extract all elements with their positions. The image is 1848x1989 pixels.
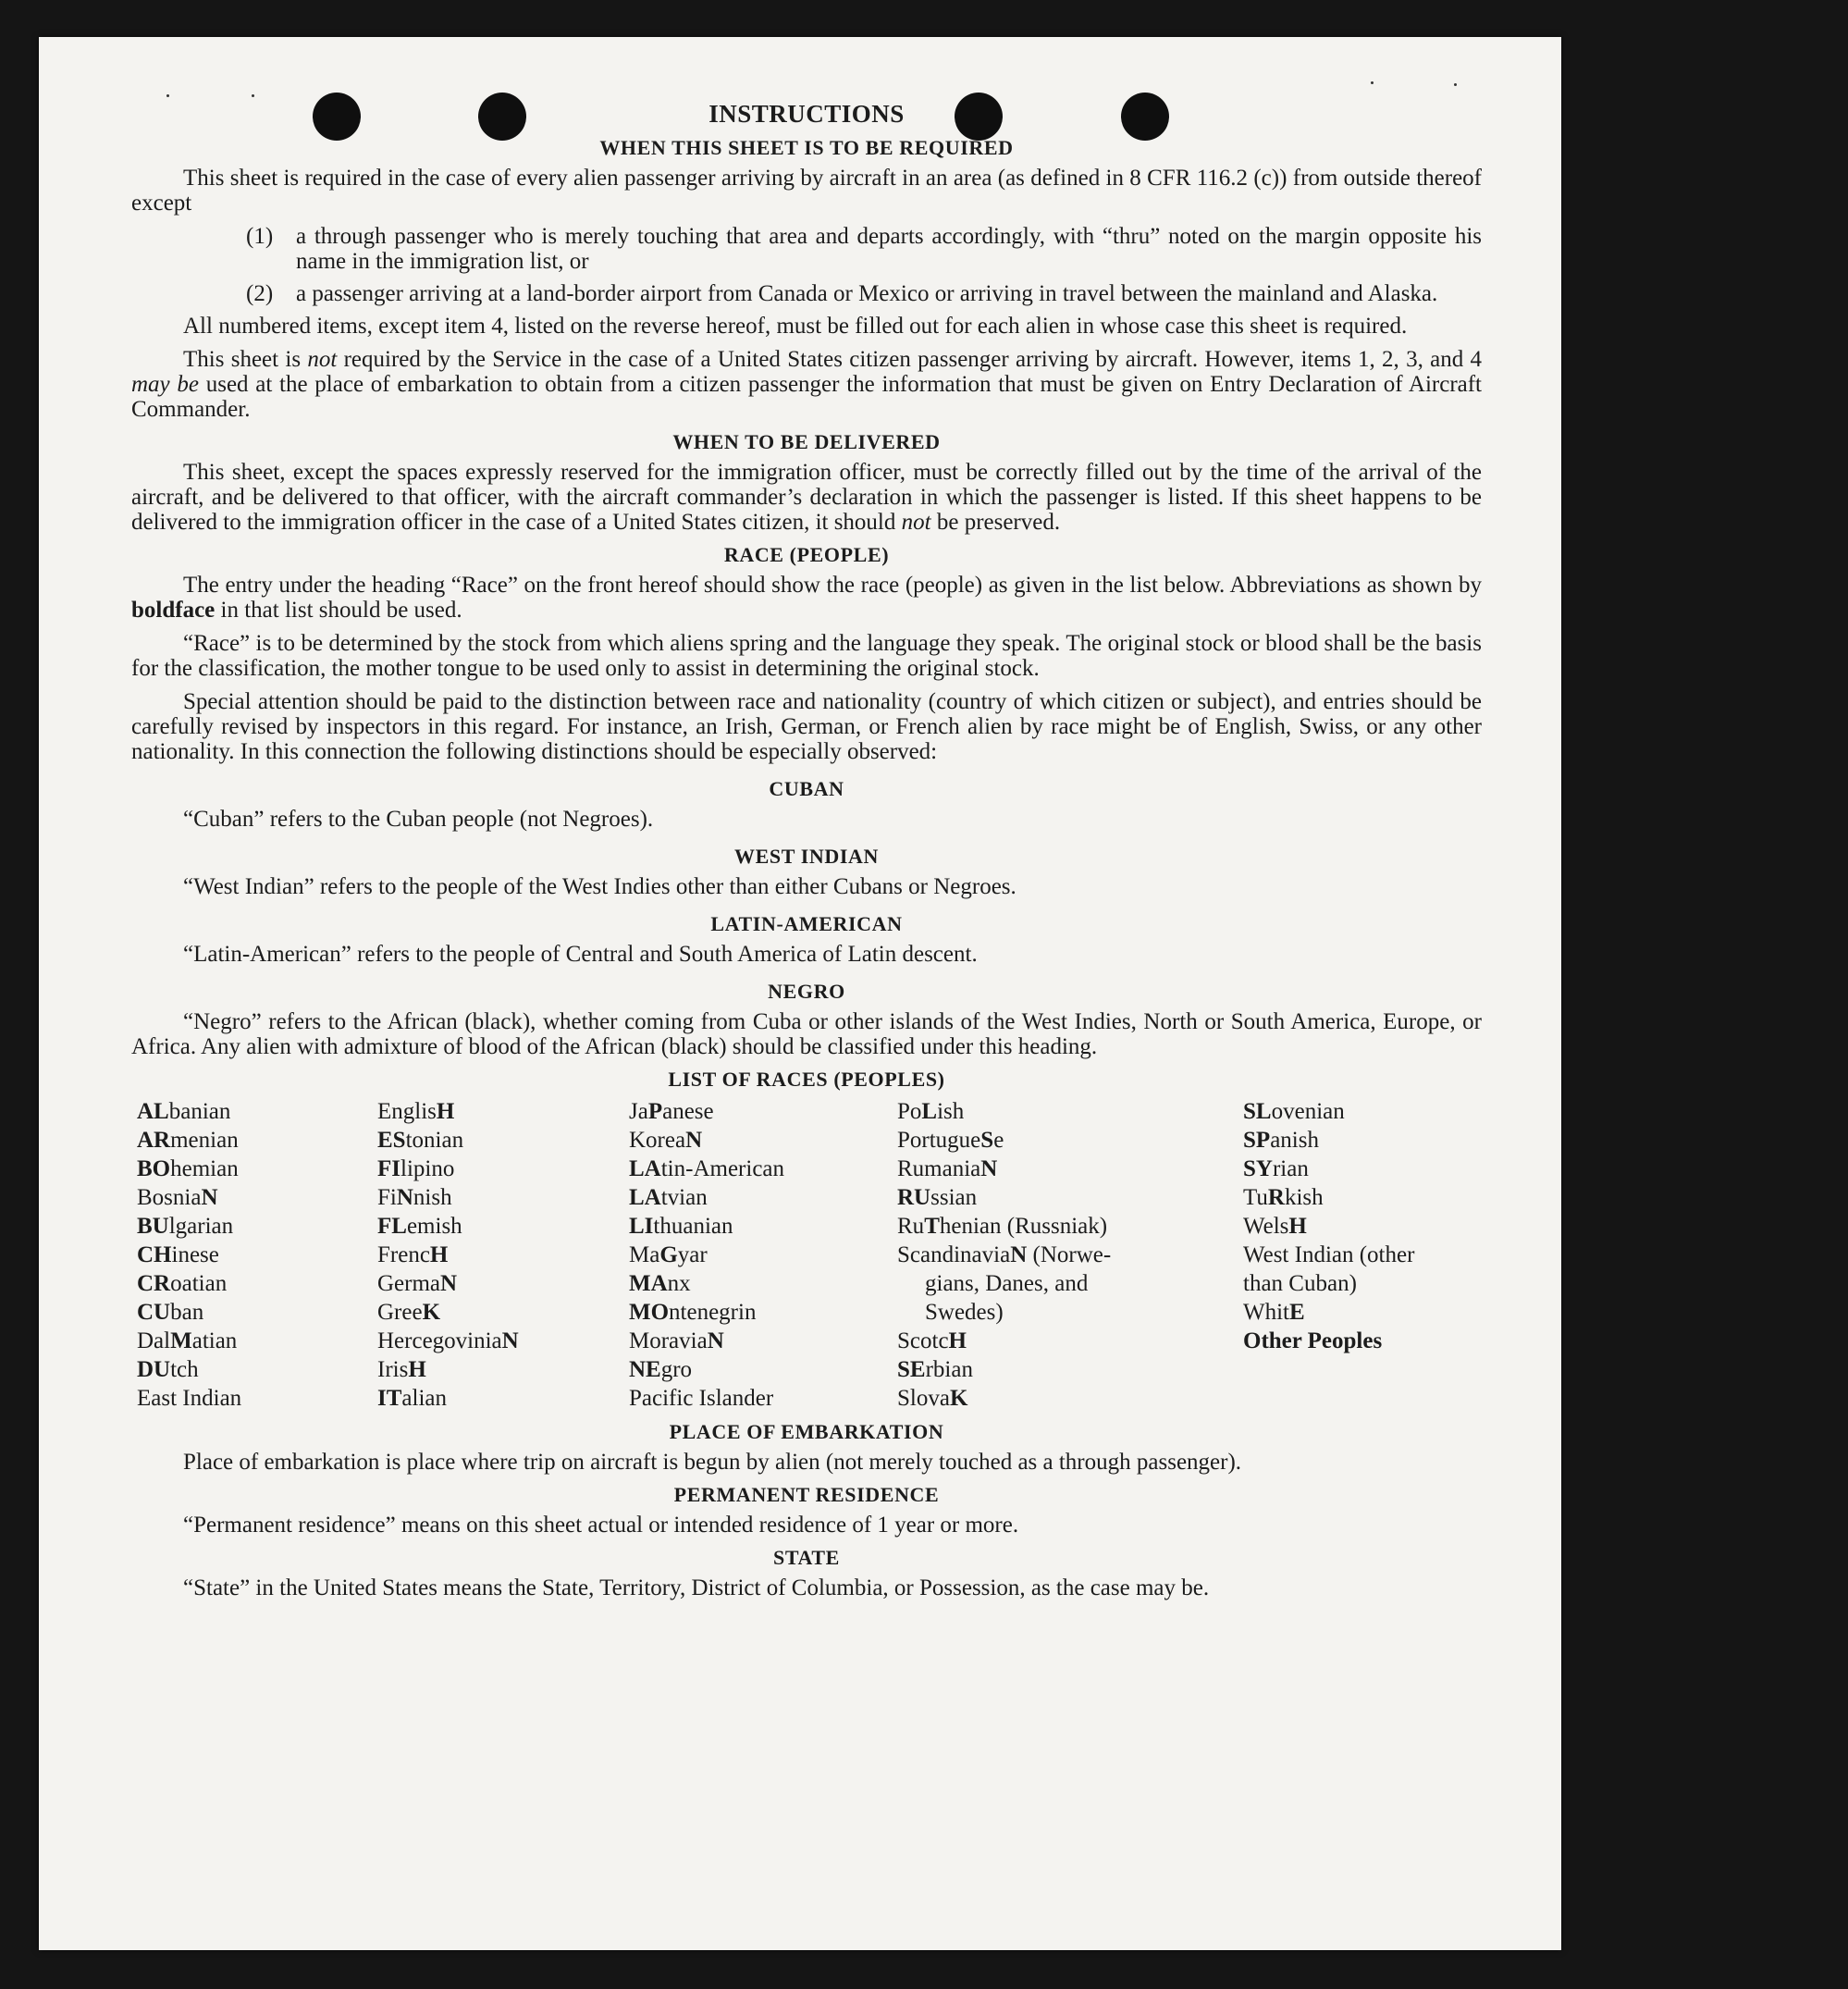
form-sheet xyxy=(39,37,1561,1950)
race-entry: HercegoviniaN xyxy=(377,1328,519,1353)
speck xyxy=(252,94,254,97)
race-entry: ScotcH xyxy=(897,1328,967,1353)
race-entry: CHinese xyxy=(137,1242,219,1267)
race-entry: Other Peoples xyxy=(1243,1328,1383,1353)
heading-west-indian: WEST INDIAN xyxy=(734,845,879,868)
race-entry: ITalian xyxy=(377,1386,447,1411)
race-entry: IrisH xyxy=(377,1357,426,1382)
race-entry: JaPanese xyxy=(629,1099,714,1124)
heading-required: WHEN THIS SHEET IS TO BE REQUIRED xyxy=(599,136,1014,159)
heading-cuban: CUBAN xyxy=(769,777,844,800)
item-number: (2) xyxy=(246,281,274,306)
race-entry: KoreaN xyxy=(629,1128,703,1153)
race-entry: DUtch xyxy=(137,1357,199,1382)
race-entry: BOhemian xyxy=(137,1156,239,1181)
race-entry: CRoatian xyxy=(137,1271,228,1296)
race-entry: LIthuanian xyxy=(629,1214,733,1239)
race-entry: WelsH xyxy=(1243,1214,1307,1239)
race-entry: DalMatian xyxy=(137,1328,238,1353)
race-entry: FLemish xyxy=(377,1214,462,1239)
para-negro: “Negro” refers to the African (black), whether coming from Cuba or other islands of the West Indies, North or South America, Europe, or Africa. Any alien with admixture of blood of the African (black) should be classified under this heading. xyxy=(131,1009,1482,1059)
race-entry: NEgro xyxy=(629,1357,693,1382)
para-race-stock: “Race” is to be determined by the stock from which aliens spring and the language they speak. The original stock or blood shall be the basis for the classification, the mother tongue to be used only to assist in determining the original stock. xyxy=(131,631,1482,681)
race-entry: RumaniaN xyxy=(897,1156,998,1181)
race-column-2 xyxy=(377,1097,629,1413)
race-entry: MAnx xyxy=(629,1271,691,1296)
para-latin-american: “Latin-American” refers to the people of Central and South America of Latin descent. xyxy=(183,942,978,967)
race-entry: BUlgarian xyxy=(137,1214,234,1239)
race-entry: SErbian xyxy=(897,1357,973,1382)
race-entry: SPanish xyxy=(1243,1128,1319,1153)
heading-embarkation: PLACE OF EMBARKATION xyxy=(669,1420,944,1443)
heading-residence: PERMANENT RESIDENCE xyxy=(673,1483,940,1506)
exception-item-2 xyxy=(131,281,1482,306)
race-entry: FIlipino xyxy=(377,1156,455,1181)
race-entry: CUban xyxy=(137,1300,204,1325)
race-entry: West Indian (other xyxy=(1243,1242,1415,1267)
race-column-1 xyxy=(137,1097,377,1413)
race-entry: RUssian xyxy=(897,1185,978,1210)
para-residence: “Permanent residence” means on this sheet actual or intended residence of 1 year or more. xyxy=(183,1513,1019,1538)
race-entry: ALbanian xyxy=(137,1099,231,1124)
heading-state: STATE xyxy=(773,1546,840,1569)
race-entry: Pacific Islander xyxy=(629,1386,774,1411)
race-entry: ScandinaviaN (Norwe- xyxy=(897,1242,1112,1267)
race-entry: GreeK xyxy=(377,1300,441,1325)
race-entry: FiNnish xyxy=(377,1185,452,1210)
race-entry: SYrian xyxy=(1243,1156,1309,1181)
page-title: INSTRUCTIONS xyxy=(708,100,905,128)
heading-delivered: WHEN TO BE DELIVERED xyxy=(672,430,941,453)
race-entry: MaGyar xyxy=(629,1242,708,1267)
para-required-intro: This sheet is required in the case of every alien passenger arriving by aircraft in an area (as defined in 8 CFR 116.2 (c)) from outside thereof except xyxy=(131,166,1482,216)
race-entry: WhitE xyxy=(1243,1300,1305,1325)
para-citizen: This sheet is not required by the Service in the case of a United States citizen passenger arriving by aircraft. However, items 1, 2, 3, and 4 may be used at the place of embarkation to obtain from a citizen passenger the information that must be given on Entry Declaration of Aircraft Commander. xyxy=(131,347,1483,422)
race-column-3 xyxy=(629,1097,897,1413)
para-race-nationality: Special attention should be paid to the distinction between race and nationality (country of which citizen or subject), and entries should be carefully revised by inspectors in this regard. For instance, an Irish, German, or French alien by race might be of English, Swiss, or any other nationality. In this connection the following distinctions should be especially observed: xyxy=(131,689,1482,764)
race-column-5 xyxy=(1243,1097,1487,1413)
para-state: “State” in the United States means the State, Territory, District of Columbia, or Possession, as the case may be. xyxy=(183,1575,1210,1600)
race-entry: than Cuban) xyxy=(1243,1271,1357,1296)
para-west-indian: “West Indian” refers to the people of the West Indies other than either Cubans or Negroes. xyxy=(183,874,1016,899)
race-entry: MOntenegrin xyxy=(629,1300,757,1325)
para-delivered: This sheet, except the spaces expressly reserved for the immigration officer, must be correctly filled out by the time of the arrival of the aircraft, and be delivered to that officer, with the aircraft commander’s declaration in which the passenger is listed. If this sheet happens to be delivered to the immigration officer in the case of a United States citizen, it should not be preserved. xyxy=(131,460,1482,535)
race-list xyxy=(137,1097,1482,1413)
race-entry: LAtvian xyxy=(629,1185,708,1210)
race-entry: EnglisH xyxy=(377,1099,455,1124)
speck xyxy=(1454,83,1457,86)
race-entry: EStonian xyxy=(377,1128,464,1153)
race-entry: East Indian xyxy=(137,1386,242,1411)
para-embarkation: Place of embarkation is place where trip on aircraft is begun by alien (not merely touched as a through passenger). xyxy=(183,1450,1242,1475)
race-entry: PoLish xyxy=(897,1099,965,1124)
para-cuban: “Cuban” refers to the Cuban people (not Negroes). xyxy=(183,807,654,832)
race-entry: ARmenian xyxy=(137,1128,239,1153)
exception-item-1 xyxy=(131,224,1482,274)
race-entry: FrencH xyxy=(377,1242,449,1267)
race-entry: RuThenian (Russniak) xyxy=(897,1214,1108,1239)
heading-negro: NEGRO xyxy=(768,980,845,1003)
race-entry: SlovaK xyxy=(897,1386,968,1411)
race-entry: GermaN xyxy=(377,1271,458,1296)
race-entry: SLovenian xyxy=(1243,1099,1345,1124)
heading-list-of-races: LIST OF RACES (PEOPLES) xyxy=(668,1068,945,1091)
para-race-entry: The entry under the heading “Race” on the front hereof should show the race (people) as given in the list below. Abbreviations as shown by boldface in that list should be used. xyxy=(131,573,1482,623)
speck xyxy=(166,94,169,97)
race-entry: LAtin-American xyxy=(629,1156,785,1181)
race-entry: BosniaN xyxy=(137,1185,218,1210)
item-text: a passenger arriving at a land-border airport from Canada or Mexico or arriving in travel between the mainland and Alaska. xyxy=(296,281,1438,306)
race-entry: PortugueSe xyxy=(897,1128,1004,1153)
heading-latin-american: LATIN-AMERICAN xyxy=(710,912,903,935)
instructions-content xyxy=(131,100,1482,1609)
race-entry: MoraviaN xyxy=(629,1328,724,1353)
race-column-4 xyxy=(897,1097,1243,1413)
race-entry: TuRkish xyxy=(1243,1185,1324,1210)
race-entry: Swedes) xyxy=(925,1300,1004,1325)
race-entry: gians, Danes, and xyxy=(925,1271,1089,1296)
item-number: (1) xyxy=(246,224,274,249)
heading-race: RACE (PEOPLE) xyxy=(723,543,890,566)
item-text: a through passenger who is merely touching that area and departs accordingly, with “thru” noted on the margin opposite his name in the immigration list, or xyxy=(296,224,1482,274)
speck xyxy=(1371,81,1374,84)
para-numbered-items: All numbered items, except item 4, listed on the reverse hereof, must be filled out for each alien in whose case this sheet is required. xyxy=(183,314,1408,339)
